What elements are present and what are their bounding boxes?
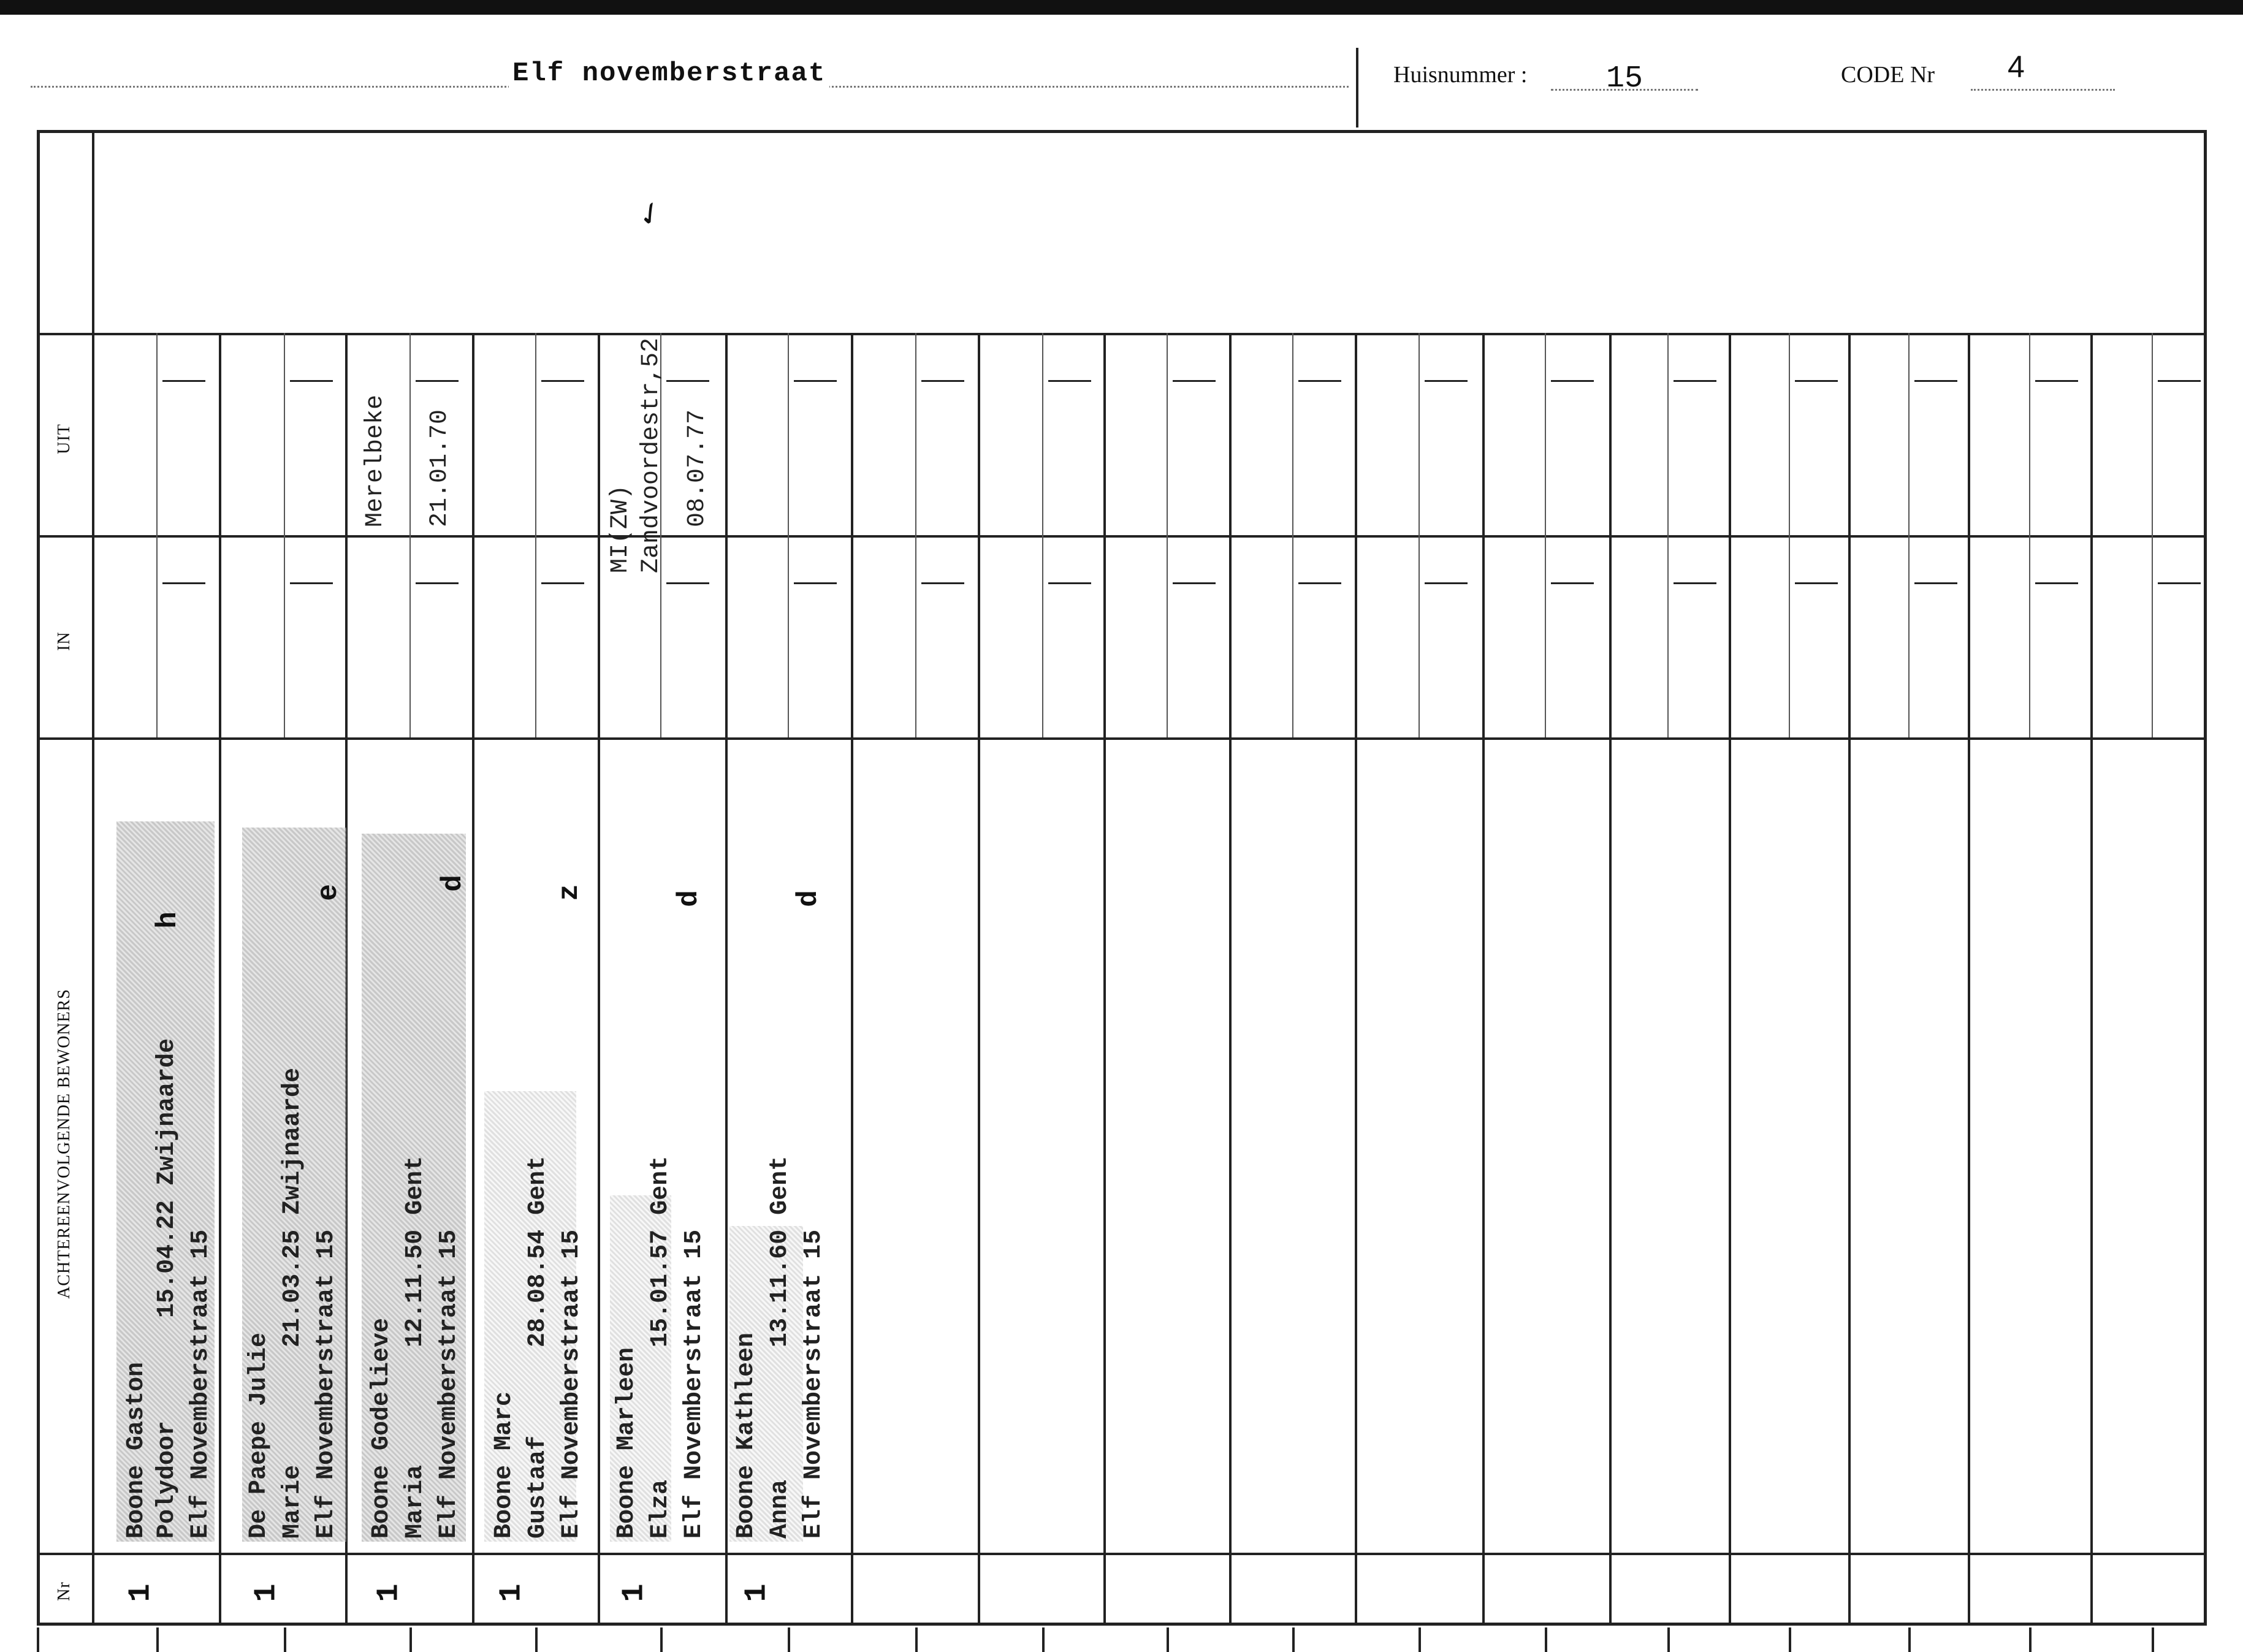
resident-5-line1: Boone Marleen: [613, 1347, 641, 1539]
resident-6-line1: Boone Kathleen: [733, 1332, 760, 1539]
house-number-value: 15: [1606, 61, 1643, 96]
uit-empty-dash: [541, 380, 584, 382]
resident-3-line2: Maria 12.11.50 Gent: [402, 1155, 429, 1539]
in-empty-dash: [1173, 582, 1216, 584]
uit-empty-dash: [1914, 380, 1957, 382]
bottom-tick: [1908, 1627, 1911, 1652]
resident-6-line3: Elf Novemberstraat 15: [800, 1229, 828, 1539]
bottom-tick: [660, 1627, 663, 1652]
bottom-tick: [1419, 1627, 1421, 1652]
bottom-tick: [37, 1627, 39, 1652]
uit-empty-dash: [1674, 380, 1716, 382]
uit-empty-dash: [666, 380, 709, 382]
bottom-tick: [2152, 1627, 2154, 1652]
column-line: [1103, 333, 1106, 1626]
in-empty-dash: [1551, 582, 1594, 584]
house-number-label: Huisnummer :: [1393, 62, 1528, 88]
resident-6-nr: 1: [739, 1583, 775, 1602]
resident-4-line2: Gustaaf 28.08.54 Gent: [524, 1155, 552, 1539]
sub-column-line: [2152, 333, 2153, 737]
checkmark-icon: ✓: [630, 192, 671, 235]
in-empty-dash: [2158, 582, 2201, 584]
uit-marleen-line1: MI(ZW): [607, 484, 634, 573]
column-line: [219, 333, 221, 1626]
in-empty-dash: [1425, 582, 1468, 584]
uit-marleen-line2: Zandvoordestr,52: [638, 337, 665, 573]
bottom-tick: [1667, 1627, 1670, 1652]
resident-2-nr: 1: [249, 1583, 284, 1602]
column-line: [1482, 333, 1485, 1626]
sub-column-line: [1419, 333, 1420, 737]
in-empty-dash: [2035, 582, 2078, 584]
bottom-tick: [1789, 1627, 1791, 1652]
column-line: [1609, 333, 1612, 1626]
bottom-tick: [535, 1627, 538, 1652]
sub-column-line: [1167, 333, 1168, 737]
resident-1-line3: Elf Novemberstraat 15: [187, 1229, 215, 1539]
bottom-tick: [788, 1627, 790, 1652]
in-empty-dash: [1674, 582, 1716, 584]
bottom-tick: [1042, 1627, 1045, 1652]
column-line: [1968, 333, 1970, 1626]
resident-1-mark: h: [151, 912, 184, 929]
column-line: [1848, 333, 1851, 1626]
uit-empty-dash: [162, 380, 205, 382]
in-empty-dash: [541, 582, 584, 584]
sub-column-line: [1545, 333, 1546, 737]
resident-3-mark: d: [436, 875, 469, 892]
in-empty-dash: [290, 582, 333, 584]
sub-column-line: [284, 333, 285, 737]
resident-6-mark: d: [792, 890, 824, 907]
resident-2-mark: e: [312, 884, 345, 901]
uit-empty-dash: [921, 380, 964, 382]
bottom-tick: [156, 1627, 159, 1652]
code-label: CODE Nr: [1841, 62, 1935, 88]
uit-top-line: [37, 333, 2207, 335]
in-empty-dash: [416, 582, 459, 584]
resident-2-line1: De Paepe Julie: [245, 1332, 273, 1539]
nr-top-line: [37, 1553, 2207, 1555]
uit-empty-dash: [1425, 380, 1468, 382]
uit-empty-dash: [416, 380, 459, 382]
label-column-line: [92, 130, 94, 1626]
bottom-tick: [1167, 1627, 1169, 1652]
sub-column-line: [535, 333, 536, 737]
in-empty-dash: [1048, 582, 1091, 584]
nr-label: Nr: [55, 1582, 74, 1601]
resident-5-nr: 1: [617, 1583, 652, 1602]
sub-column-line: [788, 333, 789, 737]
sub-column-line: [409, 333, 411, 737]
sub-column-line: [1908, 333, 1910, 737]
bottom-tick: [409, 1627, 412, 1652]
resident-1-line2: Polydoor 15.04.22 Zwijnaarde: [153, 1038, 181, 1539]
uit-empty-dash: [1795, 380, 1838, 382]
column-line: [725, 333, 728, 1626]
sub-column-line: [1042, 333, 1043, 737]
in-empty-dash: [794, 582, 837, 584]
in-empty-dash: [1914, 582, 1957, 584]
column-line: [1355, 333, 1357, 1626]
in-empty-dash: [1298, 582, 1341, 584]
in-empty-dash: [1795, 582, 1838, 584]
street-name: Elf novemberstraat: [509, 58, 829, 89]
uit-empty-dash: [2158, 380, 2201, 382]
bottom-tick: [915, 1627, 918, 1652]
bottom-tick: [1292, 1627, 1295, 1652]
uit-godelieve-place: Merelbeke: [362, 394, 389, 527]
sub-column-line: [915, 333, 916, 737]
in-top-line: [37, 535, 2207, 538]
top-border: [0, 0, 2243, 15]
resident-3-nr: 1: [371, 1583, 407, 1602]
uit-empty-dash: [1173, 380, 1216, 382]
bottom-tick: [284, 1627, 286, 1652]
code-value: 4: [2008, 50, 2025, 84]
in-empty-dash: [162, 582, 205, 584]
residents-top-line: [37, 737, 2207, 740]
bottom-tick: [1545, 1627, 1547, 1652]
uit-empty-dash: [1048, 380, 1091, 382]
residents-label: ACHTEREENVOLGENDE BEWONERS: [55, 989, 74, 1299]
bottom-tick: [2029, 1627, 2032, 1652]
resident-1-line1: Boone Gaston: [123, 1361, 150, 1539]
uit-godelieve-date: 21.01.70: [426, 409, 454, 527]
column-line: [1229, 333, 1232, 1626]
uit-empty-dash: [794, 380, 837, 382]
column-line: [472, 333, 474, 1626]
uit-empty-dash: [1551, 380, 1594, 382]
column-line: [1729, 333, 1731, 1626]
uit-empty-dash: [1298, 380, 1341, 382]
sub-column-line: [1789, 333, 1790, 737]
resident-6-line2: Anna 13.11.60 Gent: [766, 1155, 794, 1539]
resident-2-line3: Elf Novemberstraat 15: [313, 1229, 340, 1539]
in-empty-dash: [666, 582, 709, 584]
resident-5-line3: Elf Novemberstraat 15: [680, 1229, 708, 1539]
sub-column-line: [156, 333, 158, 737]
header-separator: [1356, 48, 1358, 128]
in-label: IN: [55, 631, 74, 651]
resident-3-line1: Boone Godelieve: [368, 1317, 395, 1539]
uit-empty-dash: [290, 380, 333, 382]
sub-column-line: [2029, 333, 2030, 737]
resident-1-nr: 1: [123, 1583, 159, 1602]
in-empty-dash: [921, 582, 964, 584]
uit-empty-dash: [2035, 380, 2078, 382]
resident-4-nr: 1: [494, 1583, 530, 1602]
column-line: [2090, 333, 2093, 1626]
resident-5-line2: Elza 15.01.57 Gent: [647, 1155, 674, 1539]
resident-3-line3: Elf Novemberstraat 15: [435, 1229, 463, 1539]
column-line: [598, 333, 600, 1626]
column-line: [978, 333, 980, 1626]
uit-label: UIT: [55, 424, 74, 454]
uit-marleen-date: 08.07.77: [684, 409, 711, 527]
sub-column-line: [1292, 333, 1293, 737]
column-line: [851, 333, 853, 1626]
resident-5-mark: d: [672, 890, 705, 907]
code-dotline: [1971, 89, 2115, 91]
resident-4-line1: Boone Marc: [490, 1391, 518, 1539]
sub-column-line: [1667, 333, 1669, 737]
resident-4-line3: Elf Novemberstraat 15: [558, 1229, 585, 1539]
resident-4-mark: z: [553, 884, 585, 901]
resident-2-line2: Marie 21.03.25 Zwijnaarde: [279, 1067, 307, 1539]
